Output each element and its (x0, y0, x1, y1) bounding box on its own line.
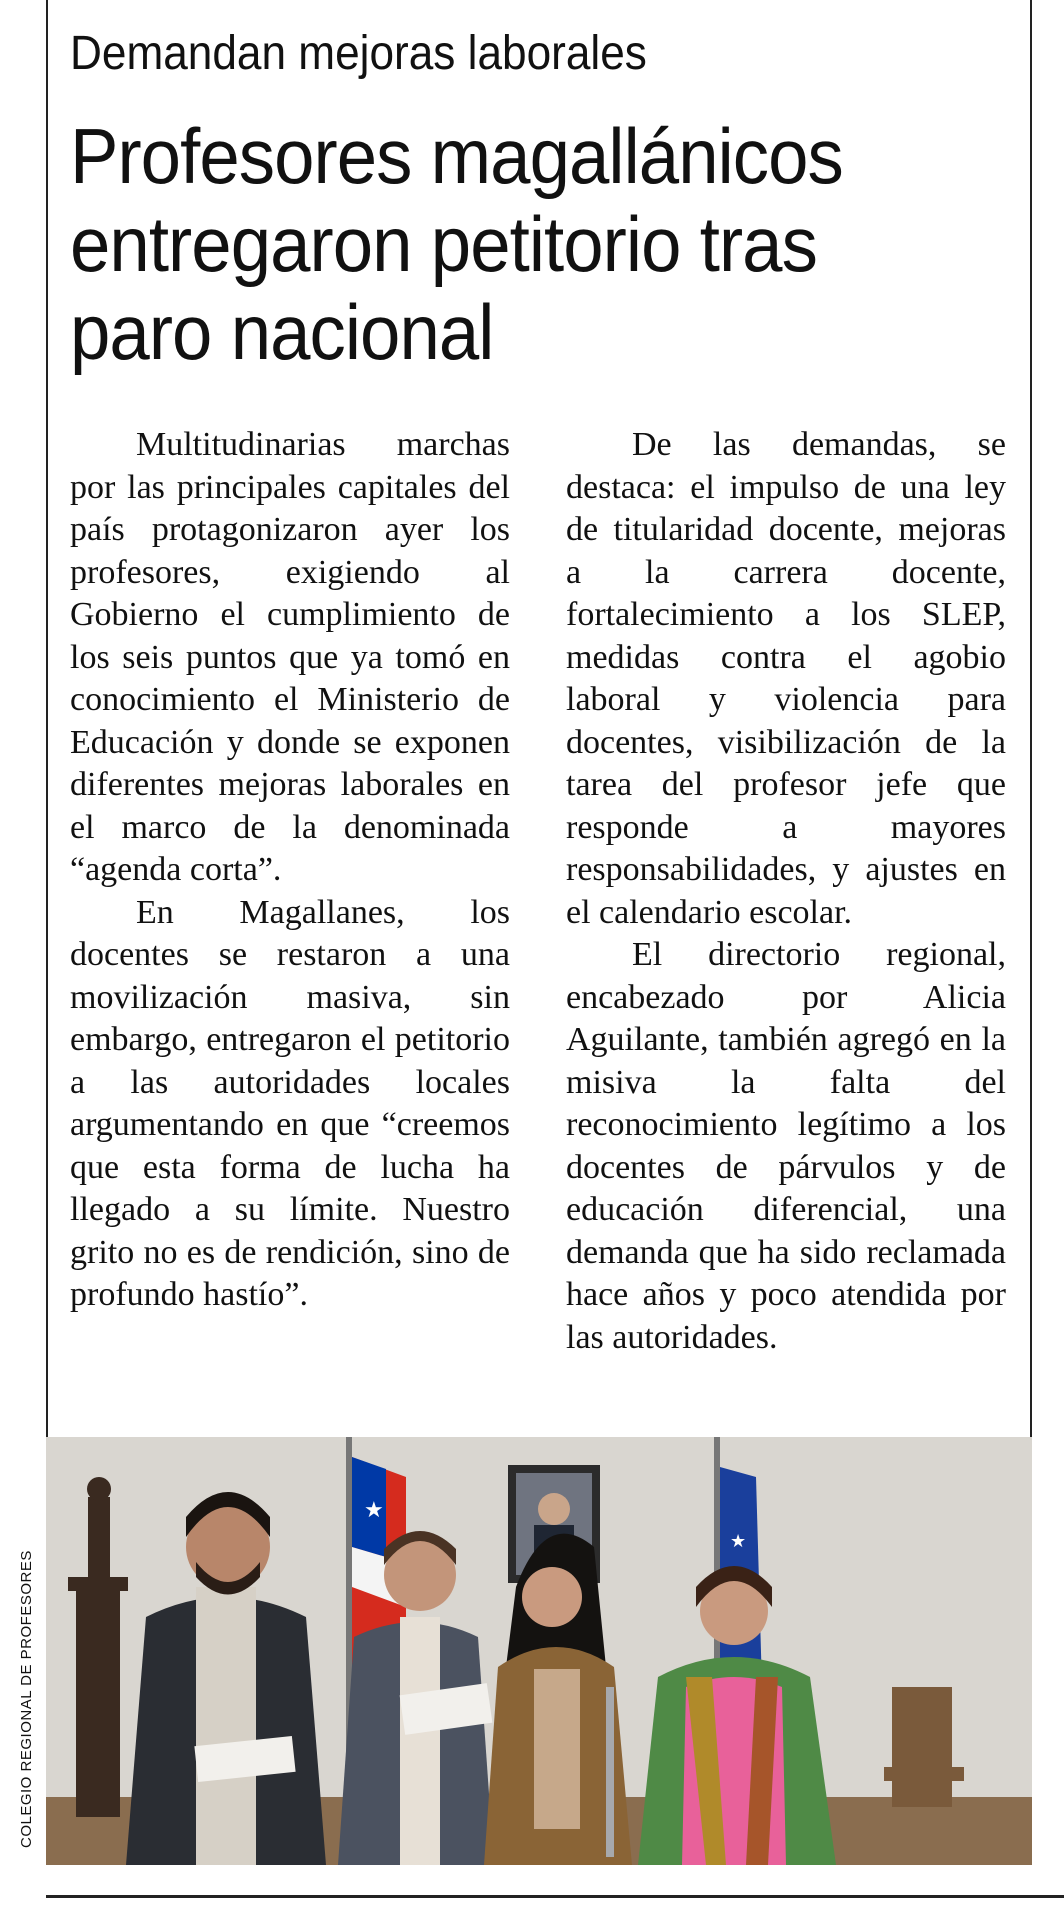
paragraph: El directorio regional, encabezado por Alicia Aguilante, también agregó en la misiva la falta del reconocimiento legítimo a los docentes de párvulos y de educación diferencial, una demanda que ha sido reclamada hace años y poco atendida por las autoridades. (566, 936, 1006, 1356)
article-headline: Profesores magallánicos entregaron petitorio tras paro nacional (70, 112, 843, 376)
photo-illustration (46, 1437, 1032, 1865)
article-kicker: Demandan mejoras laborales (70, 27, 647, 80)
paragraph: De las demandas, se destaca: el impulso de una ley de titularidad docente, mejoras a la carrera docente, fortalecimiento a los SLEP, medidas contra el agobio laboral y violencia para docentes, visibilización de la tarea del profesor jefe que responde a mayores responsabilidades, y ajustes en el calendario escolar. (566, 426, 1006, 931)
svg-text:★: ★ (364, 1497, 384, 1522)
article-photo (46, 1437, 1032, 1865)
photo-credit: COLEGIO REGIONAL DE PROFESORES (18, 1550, 35, 1848)
article-column-left (70, 424, 510, 1317)
chair (884, 1687, 964, 1807)
page-bottom-rule (46, 1895, 1064, 1898)
svg-text:★: ★ (730, 1531, 747, 1551)
paragraph: Multitudinarias marchas por las principales capitales del país protagonizaron ayer los profesores, exigiendo al Gobierno el cumplimiento de los seis puntos que ya tomó en conocimiento el Ministerio de Educación y donde se exponen diferentes mejoras laborales en el marco de la denominada “agenda corta”. (70, 426, 510, 888)
paragraph: En Magallanes, los docentes se restaron a una movilización masiva, sin embargo, entregaron el petitorio a las autoridades locales argumentando en que “creemos que esta forma de lucha ha llegado a su límite. Nuestro grito no es de rendición, sino de profundo hastío”. (70, 893, 510, 1313)
article-column-right (566, 424, 1006, 1359)
